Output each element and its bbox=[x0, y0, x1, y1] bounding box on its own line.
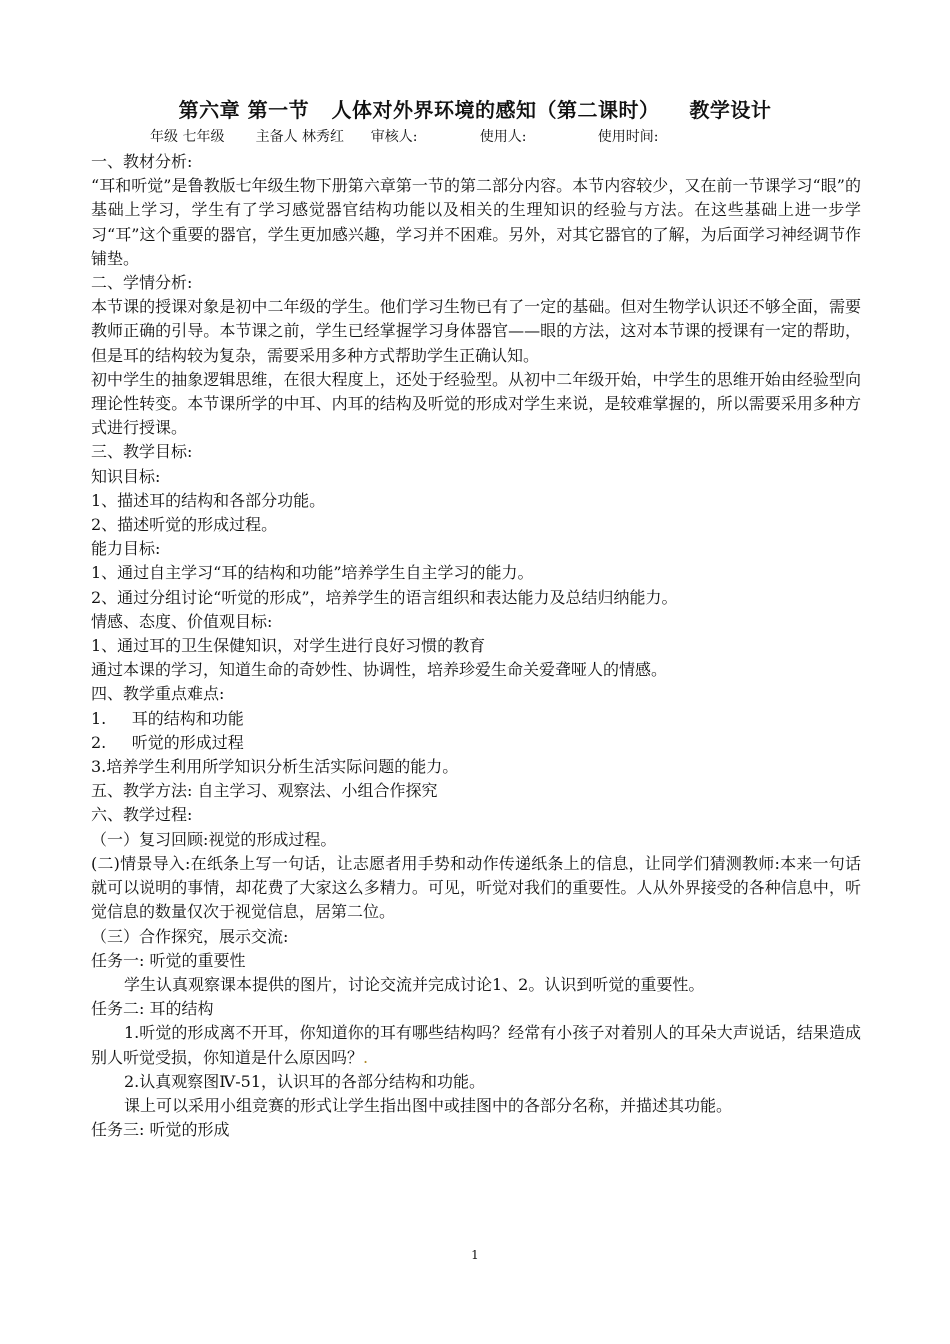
paragraph: “耳和听觉”是鲁教版七年级生物下册第六章第一节的第二部分内容。本节内容较少，又在前一节课学习“眼”的基础上学习，学生有了学习感觉器官结构功能以及相关的生理知识的经验与方法。在这些基础上进一步学习“耳”这个重要的器官，学生更加感兴趣，学习并不困难。另外，对其它器官的了解，为后面学习神经调节作铺垫。 bbox=[91, 176, 861, 268]
list-item: 3.培养学生利用所学知识分析生活实际问题的能力。 bbox=[91, 757, 459, 777]
paragraph: 学生认真观察课本提供的图片，讨论交流并完成讨论1、2。认识到听觉的重要性。 bbox=[124, 974, 705, 994]
task-heading: 任务二: 耳的结构 bbox=[91, 999, 214, 1019]
section-heading: 四、教学重点难点: bbox=[91, 684, 225, 704]
paragraph: 通过本课的学习，知道生命的奇妙性、协调性，培养珍爱生命关爱聋哑人的情感。 bbox=[91, 660, 668, 680]
section-heading: 三、教学目标: bbox=[91, 442, 193, 462]
list-item: 2、描述听觉的形成过程。 bbox=[91, 515, 278, 535]
step-item: (二)情景导入:在纸条上写一句话，让志愿者用手势和动作传递纸条上的信息，让同学们猜测教师:本来一句话就可以说明的事情，却花费了大家这么多精力。可见，听觉对我们的重要性。人从外界接受的各种信息中，听觉信息的数量仅次于视觉信息，居第二位。 bbox=[91, 853, 861, 922]
paragraph: 2.认真观察图Ⅳ-51，认识耳的各部分结构和功能。 bbox=[124, 1071, 486, 1091]
step-item: （三）合作探究，展示交流: bbox=[91, 926, 289, 946]
list-item: 1. 耳的结构和功能 bbox=[91, 708, 244, 728]
section-heading: 六、教学过程: bbox=[91, 805, 193, 825]
document-body bbox=[91, 150, 861, 1142]
subheading: 情感、态度、价值观目标: bbox=[91, 611, 273, 631]
task-heading: 任务一: 听觉的重要性 bbox=[91, 950, 246, 970]
stray-dot: . bbox=[363, 1047, 369, 1067]
task-heading: 任务三: 听觉的形成 bbox=[91, 1120, 230, 1140]
subheading: 能力目标: bbox=[91, 539, 161, 559]
paragraph: 本节课的授课对象是初中二年级的学生。他们学习生物已有了一定的基础。但对生物学认识还不够全面，需要教师正确的引导。本节课之前，学生已经掌握学习身体器官——眼的方法，这对本节课的授课有一定的帮助，但是耳的结构较为复杂，需要采用多种方式帮助学生正确认知。 bbox=[91, 297, 861, 365]
section-heading: 二、学情分析: bbox=[91, 273, 193, 293]
step-item: （一）复习回顾:视觉的形成过程。 bbox=[91, 829, 337, 849]
subheading: 知识目标: bbox=[91, 466, 161, 486]
list-item: 2、通过分组讨论“听觉的形成”，培养学生的语言组织和表达能力及总结归纳能力。 bbox=[91, 587, 678, 607]
document-meta-line: 年级 七年级 主备人 林秀红 审核人: 使用人: 使用时间: bbox=[150, 129, 659, 145]
section-heading: 一、教材分析: bbox=[91, 152, 193, 171]
list-item: 1、通过耳的卫生保健知识，对学生进行良好习惯的教育 bbox=[91, 636, 486, 656]
paragraph: 课上可以采用小组竞赛的形式让学生指出图中或挂图中的各部分名称，并描述其功能。 bbox=[124, 1095, 733, 1115]
section-heading: 五、教学方法: 自主学习、观察法、小组合作探究 bbox=[91, 781, 438, 801]
paragraph-text: 1.听觉的形成离不开耳，你知道你的耳有哪些结构吗？经常有小孩子对着别人的耳朵大声说话，结果造成别人听觉受损，你知道是什么原因吗？ bbox=[91, 1023, 861, 1067]
paragraph bbox=[91, 1021, 861, 1069]
list-item: 2. 听觉的形成过程 bbox=[91, 732, 244, 752]
list-item: 1、描述耳的结构和各部分功能。 bbox=[91, 490, 326, 510]
page-number: 1 bbox=[471, 1248, 479, 1262]
paragraph: 初中学生的抽象逻辑思维，在很大程度上，还处于经验型。从初中二年级开始，中学生的思维开始由经验型向理论性转变。本节课所学的中耳、内耳的结构及听觉的形成对学生来说，是较难掌握的，所以需要采用多种方式进行授课。 bbox=[91, 369, 861, 438]
list-item: 1、通过自主学习“耳的结构和功能”培养学生自主学习的能力。 bbox=[91, 563, 534, 583]
document-title: 第六章 第一节 人体对外界环境的感知（第二课时） 教学设计 bbox=[178, 98, 772, 122]
